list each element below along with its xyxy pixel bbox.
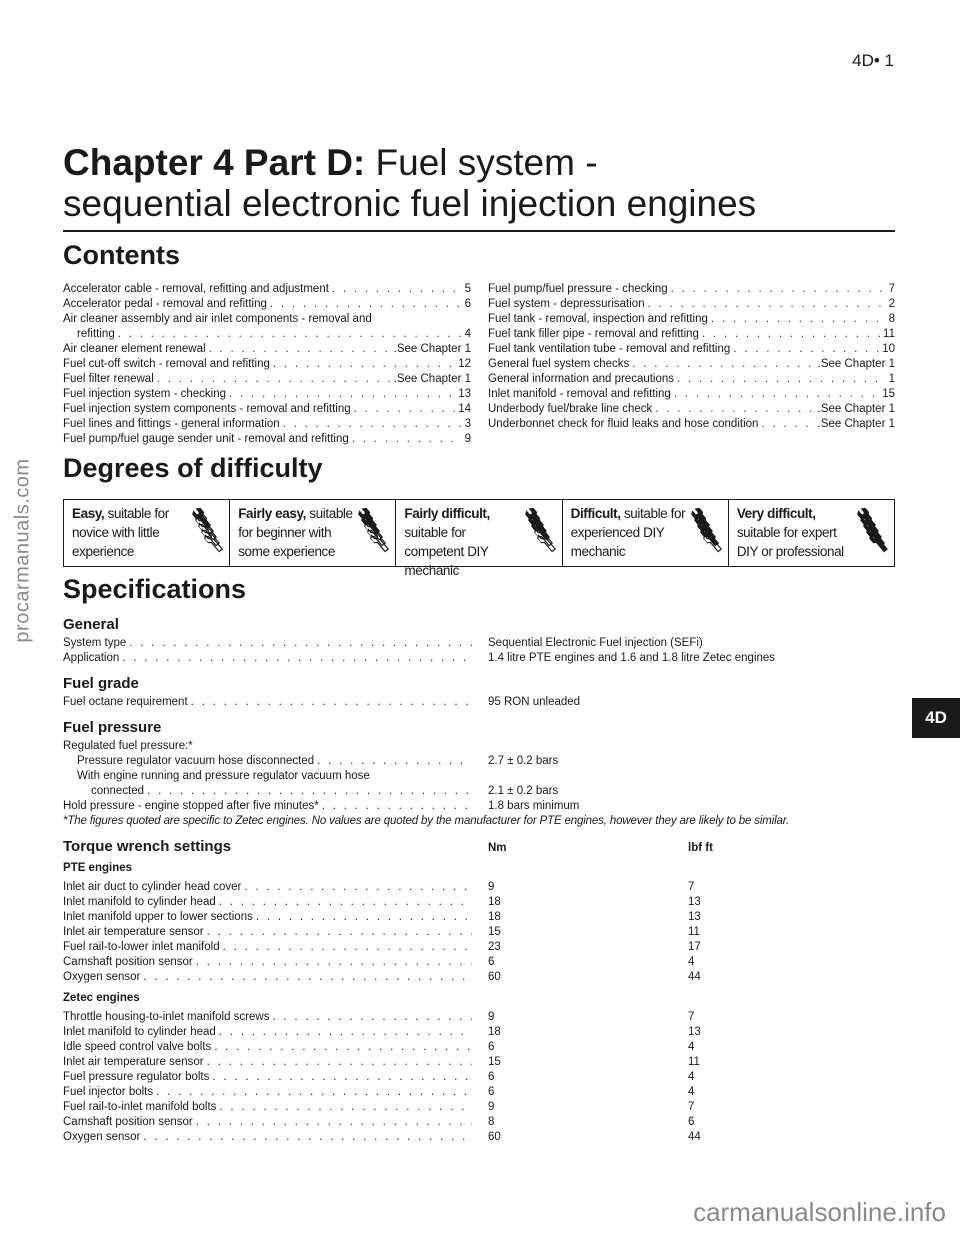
contents-entry-ref: 7 — [888, 283, 895, 295]
contents-entry-label: Fuel tank filler pipe - removal and refitting — [488, 328, 699, 340]
leader-dots — [196, 955, 472, 970]
leader-dots — [273, 357, 455, 372]
spec-label-cell — [63, 880, 475, 895]
contents-entry-label: Fuel lines and fittings - general information — [63, 418, 280, 430]
spec-value: 60 — [488, 1131, 501, 1143]
spec-value: 15 — [488, 926, 501, 938]
fuel-pressure-footnote: *The figures quoted are specific to Zetec engines. No values are quoted by the manufacturer for PTE engines, however they are likely to be similar. — [63, 815, 790, 827]
contents-entry-label: Air cleaner assembly and air inlet components - removal and — [63, 313, 372, 325]
spec-value: 9 — [488, 881, 495, 893]
contents-left-column — [63, 282, 471, 447]
spec-label-cell — [63, 1130, 475, 1145]
spec-label: Inlet air temperature sensor — [63, 1056, 204, 1068]
bottom-watermark: carmanualsonline.info — [693, 1197, 946, 1227]
pte-torque-row — [63, 970, 895, 985]
spec-value: 18 — [488, 896, 501, 908]
contents-entry-ref: 13 — [458, 388, 471, 400]
title-rule — [63, 230, 895, 232]
leader-dots — [122, 651, 472, 666]
spec-value: 6 — [488, 956, 495, 968]
leader-dots — [283, 417, 462, 432]
difficulty-text — [737, 504, 855, 561]
contents-entry-ref: 15 — [882, 388, 895, 400]
spanner-icon — [868, 529, 893, 555]
contents-entry-label: Underbonnet check for fluid leaks and hose condition — [488, 418, 759, 430]
spec-label-cell — [63, 910, 475, 925]
spec-value: 6 — [488, 1071, 495, 1083]
contents-right-entry — [488, 282, 895, 297]
contents-entry-label: Fuel tank - removal, inspection and refitting — [488, 313, 708, 325]
spec-value: 6 — [488, 1086, 495, 1098]
spec-value-2: 4 — [688, 1041, 695, 1053]
contents-entry-label: General information and precautions — [488, 373, 675, 385]
difficulty-description: suitable for beginner with some experience — [238, 506, 353, 559]
contents-heading: Contents — [63, 240, 180, 270]
fuel-pressure-intro: Regulated fuel pressure:* — [63, 740, 193, 752]
spec-value: 9 — [488, 1101, 495, 1113]
leader-dots — [118, 327, 462, 342]
specifications-heading: Specifications — [63, 574, 247, 604]
spec-row — [63, 769, 895, 784]
spec-value-2: 13 — [688, 1026, 701, 1038]
contents-entry-label: Fuel filter renewal — [63, 373, 154, 385]
spec-label: connected — [91, 785, 145, 797]
contents-entry-label: Fuel cut-off switch - removal and refitting — [63, 358, 270, 370]
spec-value-2: 11 — [688, 926, 700, 938]
difficulty-spanner-icons — [530, 506, 556, 560]
chapter-title — [63, 142, 893, 224]
contents-entry-label: Underbody fuel/brake line check — [488, 403, 653, 415]
leader-dots — [352, 432, 462, 447]
contents-entry-ref: .See Chapter 1 — [393, 373, 471, 385]
spec-label-cell — [63, 1010, 475, 1025]
leader-dots — [272, 1010, 472, 1025]
spec-value-2: 44 — [688, 971, 701, 983]
zetec-torque-table — [63, 1010, 895, 1145]
difficulty-level-5 — [728, 500, 894, 566]
difficulty-scale — [63, 499, 895, 578]
leader-dots — [354, 402, 456, 417]
contents-left-entry — [63, 312, 471, 327]
spec-value: 18 — [488, 911, 501, 923]
spec-label: Idle speed control valve bolts — [63, 1041, 212, 1053]
leader-dots — [207, 1055, 472, 1070]
contents-entry-ref: 8 — [888, 313, 895, 325]
zetec-torque-row — [63, 1115, 895, 1130]
spec-label: Fuel rail-to-inlet manifold bolts — [63, 1101, 217, 1113]
spec-row — [63, 636, 895, 651]
difficulty-level-2 — [229, 500, 395, 566]
spec-label: Oxygen sensor — [63, 1131, 141, 1143]
pte-torque-row — [63, 940, 895, 955]
spec-row — [63, 784, 895, 799]
contents-right-entry — [488, 312, 895, 327]
spec-label-cell — [63, 636, 475, 651]
spec-label-cell — [63, 769, 475, 784]
leader-dots — [219, 1025, 472, 1040]
contents-entry-ref: 2 — [888, 298, 895, 310]
contents-entry-ref: 11 — [883, 328, 895, 340]
leader-dots — [143, 970, 472, 985]
torque-header — [63, 839, 895, 856]
leader-dots — [214, 1040, 472, 1055]
fuel-pressure-specs — [63, 739, 895, 829]
leader-dots — [229, 387, 455, 402]
difficulty-term: Fairly easy, — [238, 506, 306, 521]
spec-value: 6 — [488, 1041, 495, 1053]
spec-value: Sequential Electronic Fuel injection (SEFi) — [488, 637, 703, 649]
spec-row — [63, 754, 895, 769]
spec-value: 15 — [488, 1056, 501, 1068]
contents-entry-ref: .See Chapter 1 — [817, 403, 895, 415]
difficulty-spanner-icons — [197, 506, 223, 560]
zetec-engines-heading: Zetec engines — [63, 992, 140, 1004]
leader-dots — [655, 402, 814, 417]
spec-value-2: 7 — [688, 1011, 695, 1023]
spec-row — [63, 695, 895, 710]
difficulty-description: suitable for novice with little experience — [72, 506, 169, 559]
spec-label: With engine running and pressure regulator vacuum hose — [77, 770, 370, 782]
zetec-torque-row — [63, 1010, 895, 1025]
chapter-title-bold: Chapter 4 Part D: — [63, 142, 366, 183]
fuel-grade-specs — [63, 695, 895, 710]
leader-dots — [156, 1085, 472, 1100]
spec-label-cell — [63, 1085, 475, 1100]
spec-label: Inlet air duct to cylinder head cover — [63, 881, 242, 893]
spec-row — [63, 799, 895, 814]
leader-dots — [157, 372, 391, 387]
pte-torque-row — [63, 895, 895, 910]
spec-label: Camshaft position sensor — [63, 956, 193, 968]
spec-value-2: 4 — [688, 1086, 695, 1098]
leader-dots — [196, 1115, 472, 1130]
spec-label: Throttle housing-to-inlet manifold screws — [63, 1011, 270, 1023]
spec-value-2: 44 — [688, 1131, 701, 1143]
contents-entry-label: Fuel pump/fuel pressure - checking — [488, 283, 668, 295]
spec-label-cell — [63, 754, 475, 769]
spec-value-2: 13 — [688, 911, 701, 923]
spec-label: Camshaft position sensor — [63, 1116, 193, 1128]
spec-value-2: 11 — [688, 1056, 700, 1068]
contents-entry-label: Accelerator cable - removal, refitting and adjustment — [63, 283, 329, 295]
difficulty-term: Difficult, — [570, 506, 621, 521]
leader-dots — [219, 1100, 472, 1115]
torque-col-lbf: lbf ft — [688, 842, 713, 854]
leader-dots — [733, 342, 879, 357]
contents-left-entry — [63, 282, 471, 297]
contents-entry-label: Fuel tank ventilation tube - removal and refitting — [488, 343, 731, 355]
spanner-icon — [203, 529, 228, 555]
spec-row — [63, 651, 895, 666]
torque-col-nm: Nm — [488, 842, 507, 854]
spec-value-2: 13 — [688, 896, 701, 908]
contents-entry-ref: 12 — [458, 358, 471, 370]
spec-value: 23 — [488, 941, 501, 953]
fuel-pressure-heading: Fuel pressure — [63, 719, 162, 736]
spec-value-2: 4 — [688, 956, 695, 968]
spec-label: Inlet air temperature sensor — [63, 926, 204, 938]
spec-value: 8 — [488, 1116, 495, 1128]
spanner-icon — [369, 529, 394, 555]
contents-entry-ref: 1 — [888, 373, 895, 385]
spec-value: 60 — [488, 971, 501, 983]
pte-torque-table — [63, 880, 895, 985]
spec-label-cell — [63, 895, 475, 910]
difficulty-heading: Degrees of difficulty — [63, 453, 323, 483]
contents-left-entry — [63, 417, 471, 432]
leader-dots — [191, 695, 472, 710]
torque-header-row — [63, 839, 895, 856]
spec-label-cell — [63, 955, 475, 970]
spec-label-cell — [63, 925, 475, 940]
chapter-title-line1: Fuel system - — [365, 142, 598, 183]
spec-label: Inlet manifold to cylinder head — [63, 896, 216, 908]
contents-entry-ref: .See Chapter 1 — [817, 358, 895, 370]
leader-dots — [702, 327, 880, 342]
spec-label: Hold pressure - engine stopped after five minutes* — [63, 800, 319, 812]
contents-entry-ref: 10 — [882, 343, 895, 355]
spec-value: 2.7 ± 0.2 bars — [488, 755, 559, 767]
leader-dots — [332, 282, 462, 297]
leader-dots — [270, 297, 462, 312]
contents-entry-label: General fuel system checks — [488, 358, 630, 370]
leader-dots — [147, 784, 472, 799]
contents-entry-label: Fuel pump/fuel gauge sender unit - removal and refitting — [63, 433, 349, 445]
pte-torque-row — [63, 880, 895, 895]
spec-label-cell — [63, 1100, 475, 1115]
contents-entry-label: Accelerator pedal - removal and refitting — [63, 298, 267, 310]
page-number: 4D• 1 — [852, 51, 894, 70]
spec-value: 18 — [488, 1026, 501, 1038]
spec-label-cell — [63, 940, 475, 955]
spec-label-cell — [63, 1055, 475, 1070]
difficulty-text — [238, 504, 356, 561]
spec-value: 1.4 litre PTE engines and 1.6 and 1.8 litre Zetec engines — [488, 652, 776, 664]
leader-dots — [648, 297, 886, 312]
difficulty-level-3 — [395, 500, 561, 578]
section-tab: 4D — [912, 698, 960, 738]
torque-heading-cell — [63, 839, 475, 854]
difficulty-level-4 — [562, 500, 728, 566]
contents-entry-label: Fuel injection system components - removal and refitting — [63, 403, 351, 415]
difficulty-text — [72, 504, 190, 561]
leader-dots — [761, 417, 814, 432]
leader-dots — [212, 1070, 472, 1085]
difficulty-term: Very difficult, — [736, 506, 816, 521]
contents-right-entry — [488, 297, 895, 312]
spec-label-cell — [63, 1025, 475, 1040]
zetec-torque-row — [63, 1070, 895, 1085]
leader-dots — [207, 925, 472, 940]
side-watermark-text: procarmanuals.com — [11, 457, 34, 643]
spec-label-cell — [63, 1040, 475, 1055]
leader-dots — [223, 940, 472, 955]
general-specs — [63, 636, 895, 666]
general-heading: General — [63, 616, 119, 633]
chapter-title-line2: sequential electronic fuel injection engines — [63, 183, 757, 224]
spec-label: Fuel pressure regulator bolts — [63, 1071, 210, 1083]
leader-dots — [317, 754, 472, 769]
spec-value: 1.8 bars minimum — [488, 800, 580, 812]
contents-left-entry — [63, 357, 471, 372]
spanner-icon — [535, 529, 560, 555]
spec-label-cell — [63, 970, 475, 985]
spec-label-cell — [63, 651, 475, 666]
pte-engines-heading: PTE engines — [63, 862, 133, 874]
spec-value-2: 7 — [688, 881, 695, 893]
contents-left-entry — [63, 402, 471, 417]
contents-left-entry — [63, 327, 471, 342]
leader-dots — [674, 387, 879, 402]
pte-torque-row — [63, 955, 895, 970]
fuel-grade-heading: Fuel grade — [63, 675, 139, 692]
contents-entry-ref: 6 — [464, 298, 471, 310]
contents-entry-ref: 3 — [464, 418, 471, 430]
difficulty-term: Easy, — [72, 506, 105, 521]
contents-entry-label: Inlet manifold - removal and refitting — [488, 388, 671, 400]
difficulty-description: suitable for competent DIY mechanic — [404, 525, 489, 578]
spec-label: Inlet manifold upper to lower sections — [63, 911, 253, 923]
zetec-torque-row — [63, 1055, 895, 1070]
spec-value: 2.1 ± 0.2 bars — [488, 785, 559, 797]
difficulty-level-1 — [64, 500, 229, 566]
contents-right-entry — [488, 357, 895, 372]
spec-label: System type — [63, 637, 127, 649]
zetec-torque-row — [63, 1100, 895, 1115]
spec-label: Fuel octane requirement — [63, 696, 188, 708]
pte-torque-row — [63, 910, 895, 925]
leader-dots — [671, 282, 886, 297]
contents-entry-ref: 9 — [464, 433, 471, 445]
contents-entry-ref: 4 — [464, 328, 471, 340]
spec-label: Application — [63, 652, 120, 664]
contents-right-entry — [488, 417, 895, 432]
zetec-torque-row — [63, 1130, 895, 1145]
zetec-torque-row — [63, 1085, 895, 1100]
difficulty-text — [571, 504, 689, 561]
contents-entry-ref: .See Chapter 1 — [393, 343, 471, 355]
spanner-icon — [702, 529, 727, 555]
contents-entry-label: Fuel injection system - checking — [63, 388, 226, 400]
contents-left-entry — [63, 387, 471, 402]
contents-entry-label: Air cleaner element renewal — [63, 343, 206, 355]
torque-heading: Torque wrench settings — [63, 839, 232, 854]
contents-left-entry — [63, 432, 471, 447]
leader-dots — [677, 372, 886, 387]
leader-dots — [244, 880, 472, 895]
spec-value-2: 7 — [688, 1101, 695, 1113]
difficulty-description: suitable for expert DIY or professional — [736, 525, 844, 559]
contents-left-entry — [63, 297, 471, 312]
difficulty-description: suitable for experienced DIY mechanic — [570, 506, 686, 559]
contents-right-entry — [488, 387, 895, 402]
contents-right-entry — [488, 342, 895, 357]
difficulty-term: Fairly difficult, — [404, 506, 490, 521]
spec-value: 95 RON unleaded — [488, 696, 581, 708]
spec-label: Oxygen sensor — [63, 971, 141, 983]
leader-dots — [209, 342, 391, 357]
spec-label: Pressure regulator vacuum hose disconnected — [77, 755, 315, 767]
spec-label: Inlet manifold to cylinder head — [63, 1026, 216, 1038]
contents-entry-ref: 14 — [458, 403, 471, 415]
leader-dots — [322, 799, 472, 814]
leader-dots — [711, 312, 886, 327]
contents-right-entry — [488, 402, 895, 417]
contents-right-entry — [488, 372, 895, 387]
spec-label: Fuel rail-to-lower inlet manifold — [63, 941, 220, 953]
contents-entry-ref: .See Chapter 1 — [817, 418, 895, 430]
spec-label: Fuel injector bolts — [63, 1086, 154, 1098]
zetec-torque-row — [63, 1040, 895, 1055]
contents-left-entry — [63, 342, 471, 357]
contents-left-entry — [63, 372, 471, 387]
zetec-torque-row — [63, 1025, 895, 1040]
spec-label-cell — [63, 1115, 475, 1130]
spec-label-cell — [63, 784, 475, 799]
leader-dots — [143, 1130, 472, 1145]
spec-value-2: 17 — [688, 941, 701, 953]
pte-torque-row — [63, 925, 895, 940]
leader-dots — [632, 357, 814, 372]
contents-entry-ref: 5 — [464, 283, 471, 295]
difficulty-spanner-icons — [363, 506, 389, 560]
difficulty-spanner-icons — [862, 506, 888, 560]
contents-right-column — [488, 282, 895, 432]
spec-value: 9 — [488, 1011, 495, 1023]
spec-label-cell — [63, 1070, 475, 1085]
leader-dots — [256, 910, 472, 925]
leader-dots — [219, 895, 472, 910]
spec-label-cell — [63, 799, 475, 814]
leader-dots — [129, 636, 472, 651]
contents-right-entry — [488, 327, 895, 342]
difficulty-text — [404, 504, 522, 580]
spec-value-2: 4 — [688, 1071, 695, 1083]
side-watermark — [10, 400, 36, 700]
contents-entry-label: refitting — [77, 328, 115, 340]
fuel-pressure-rows — [63, 754, 895, 814]
difficulty-spanner-icons — [696, 506, 722, 560]
contents-entry-label: Fuel system - depressurisation — [488, 298, 645, 310]
spec-value-2: 6 — [688, 1116, 695, 1128]
spec-label-cell — [63, 695, 475, 710]
